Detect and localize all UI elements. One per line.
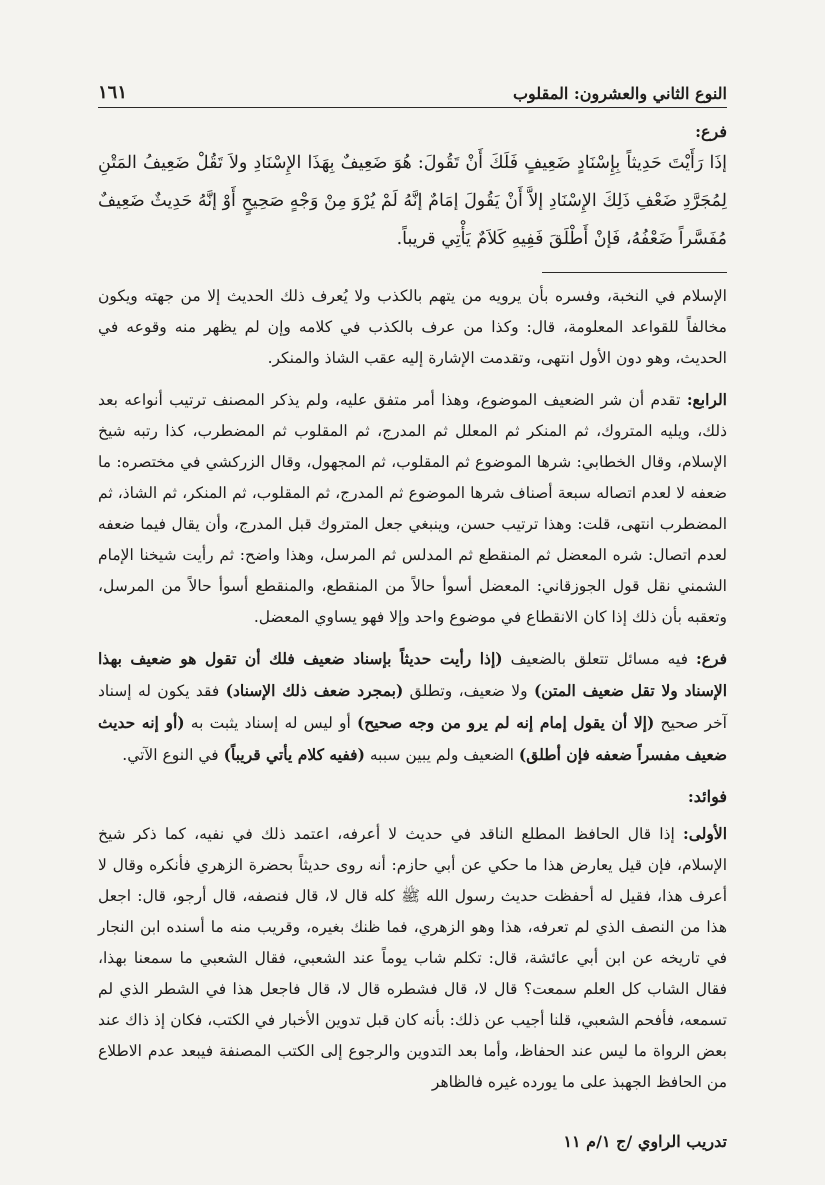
commentary-paragraph-3: فرع: فيه مسائل تتعلق بالضعيف (إذا رأيت حديثاً بإسناد ضعيف فلك أن تقول هو ضعيف بهذا الإسناد ولا تقل ضعيف المتن) ولا ضعيف، وتطلق (بمجرد ضعف ذلك الإسناد) فقد يكون له إسناد آخر صحيح (إلا أن يقول إمام إنه لم يرو من وجه صحيح) أو ليس له إسناد يثبت به (أو إنه حديث ضعيف مفسراً ضعفه فإن أطلق) الضعيف ولم يبين سببه (ففيه كلام يأتي قريباً) في النوع الآتي. [98, 649, 728, 764]
commentary-paragraph-1: الإسلام في النخبة، وفسره بأن يرويه من يتهم بالكذب ولا يُعرف ذلك الحديث إلا من جهته ويكون مخالفاً للقواعد المعلومة، قال: وكذا من عرف بالكذب في كلامه وإن لم يظهر منه وقوعه في الحديث، وهو دون الأول انتهى، وتقدمت الإشارة إليه عقب الشاذ والمنكر. [98, 287, 727, 367]
running-header [98, 82, 727, 108]
commentary-paragraph-2: الرابع: تقدم أن شر الضعيف الموضوع، وهذا أمر متفق عليه، ولم يذكر المصنف ترتيب أنواعه بعد ذلك، ويليه المتروك، ثم المنكر ثم المعلل ثم المدرج، ثم المقلوب ثم المضطرب، كذا رتبه شيخ الإسلام، وقال الخطابي: شرها الموضوع ثم المقلوب، ثم المجهول، وقال الزركشي في مختصره: ما ضعفه لا لعدم اتصاله سبعة أصناف شرها الموضوع ثم المدرج، ثم المقلوب، ثم المنكر، ثم الشاذ، ثم المضطرب انتهى، قلت: وهذا ترتيب حسن، وينبغي جعل المتروك قبل المدرج، وأن يقال فيما ضعفه لعدم اتصال: شره المعضل ثم المنقطع ثم المدلس ثم المرسل، وهذا واضح: ثم رأيت شيخنا الإمام الشمني نقل قول الجوزقاني: المعضل أسوأ حالاً من المنقطع، والمنقطع أسوأ حالاً من المرسل، وتعقبه بأن ذلك إذا كان الانقطاع في موضوع واحد وإلا فهو يساوي المعضل. [98, 390, 727, 626]
matn-label: فرع: [695, 122, 727, 141]
paragraph-lead: الأولى: [683, 824, 727, 843]
commentary [98, 281, 727, 1098]
matn-text: إذَا رَأَيْتَ حَدِيثاً بِإِسْنَادٍ ضَعِيفٍ فَلَكَ أَنْ تَقُولَ: هُوَ ضَعِيفٌ بِهَذَا الإِسْنَادِ ولاَ تَقُلْ ضَعِيفُ المَتْنِ لِمُجَرَّدِ ضَعْفِ ذَلِكَ الإِسْنَادِ إلاَّ أَنْ يَقُولَ إمَامٌ إنَّهُ لَمْ يُرْوَ مِنْ وَجْهٍ صَحِيحٍ أَوْ إنَّهُ حَدِيثٌ ضَعِيفٌ مُفَسَّراً ضَعْفُهُ، فَإنْ أَطْلَقَ فَفِيهِ كَلاَمٌ يَأْتِي قريباً. [98, 153, 727, 249]
section-heading-fawaid: فوائد: [687, 787, 727, 806]
footnote-divider [542, 272, 727, 273]
chapter-title: النوع الثاني والعشرون: المقلوب [512, 84, 727, 103]
signature-footer: تدريب الراوي /ج ١/م ١١ [563, 1132, 727, 1151]
matn-block [98, 120, 727, 258]
paragraph-lead: فرع: [696, 649, 727, 668]
paragraph-lead: الرابع: [686, 390, 727, 409]
page-number: ١٦١ [98, 82, 128, 103]
commentary-paragraph-4: الأولى: إذا قال الحافظ المطلع الناقد في حديث لا أعرفه، اعتمد ذلك في نفيه، كما ذكر شيخ الإسلام، فإن قيل يعارض هذا ما حكي عن أبي حازم: أنه روى حديثاً بحضرة الزهري فأنكره وقال لا أعرف هذا، فقيل له أحفظت حديث رسول الله ﷺ كله قال لا، قال فنصفه، قال أرجو، قال: اجعل هذا من النصف الذي لم تعرفه، هذا وهو الزهري، فما ظنك بغيره، وقريب منه ما أسنده ابن النجار في تاريخه عن ابن أبي عائشة، قال: تكلم شاب يوماً عند الشعبي، فقال الشعبي ما سمعنا بهذا، فقال الشاب كل العلم سمعت؟ قال لا، قال فشطره قال لا، قال فاجعل هذا في الشطر الذي لم تسمعه، فأفحم الشعبي، قلنا أجيب عن ذلك: بأنه كان قبل تدوين الأخبار في الكتب، فكان إذ ذاك عند بعض الرواة ما ليس عند الحفاظ، وأما بعد التدوين والرجوع إلى الكتب المصنفة فيبعد عدم الاطلاع من الحافظ الجهبذ على ما يورده غيره فالظاهر [98, 824, 727, 1091]
